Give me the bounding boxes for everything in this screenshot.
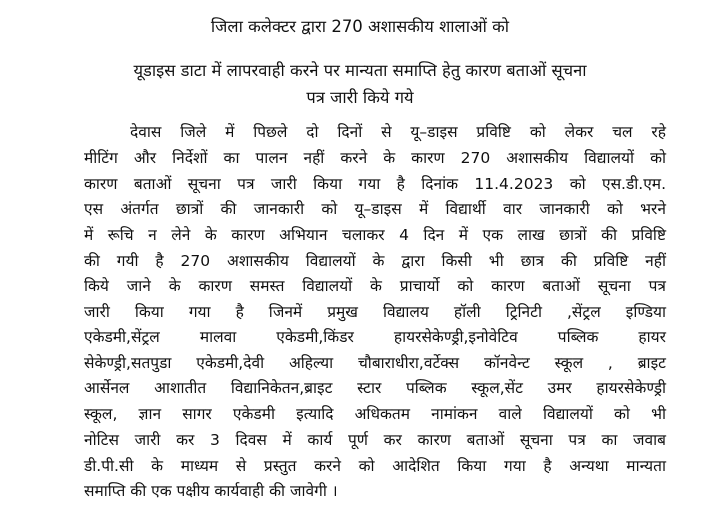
body-line-3: कारण बताओं सूचना पत्र जारी किया गया है दिनांक 11.4.2023 को एस.डी.एम. (84, 175, 666, 193)
body-line-8: जारी किया गया है जिनमें प्रमुख विद्यालय हॉली ट्रिनिटी ,सेंट्रल इण्डिया (84, 303, 666, 321)
body-line-13: नोटिस जारी कर 3 दिवस में कार्य पूर्ण कर कारण बताओं सूचना पत्र का जवाब (84, 431, 666, 449)
body-line-9: एकेडमी,सेंट्रल मालवा एकेडमी,किंडर हायरसेकेण्ड्री,इनोवेटिव पब्लिक हायर (84, 328, 666, 346)
body-line-15: समाप्ति की एक पक्षीय कार्यवाही की जावेगी । (84, 482, 338, 500)
title-line-2: यूडाइस डाटा में लापरवाही करने पर मान्यता समाप्ति हेतु कारण बताओं सूचना (133, 61, 587, 80)
body-line-6: की गयी है 270 अशासकीय विद्यालयों के द्वारा किसी भी छात्र की प्रविष्टि नहीं (84, 252, 667, 270)
body-line-14: डी.पी.सी के माध्यम से प्रस्तुत करने को आदेशित किया गया है अन्यथा मान्यता (84, 457, 666, 475)
body-line-4: एस अंतर्गत छात्रों की जानकारी को यू–डाइस में विद्यार्थी वार जानकारी को भरने (84, 200, 666, 218)
title-line-3: पत्र जारी किये गये (306, 88, 414, 107)
title-line-1: जिला कलेक्टर द्वारा 270 अशासकीय शालाओं को (210, 17, 510, 36)
body-line-2: मीटिंग और निर्देशों का पालन नहीं करने के कारण 270 अशासकीय विद्यालयों को (84, 149, 666, 167)
body-line-5: में रूचि न लेने के कारण अभियान चलाकर 4 दिन में एक लाख छात्रों की प्रविष्टि (84, 226, 666, 244)
body-line-12: स्कूल, ज्ञान सागर एकेडमी इत्यादि अधिकतम नामांकन वाले विद्यालयों को भी (84, 405, 666, 423)
body-line-1: देवास जिले में पिछले दो दिनों से यू–डाइस प्रविष्टि को लेकर चल रहे (130, 123, 666, 141)
body-line-11: आर्सेनल आशातीत विद्यानिकेतन,ब्राइट स्टार पब्लिक स्कूल,सेंट उमर हायरसेकेण्ड्री (84, 379, 666, 397)
body-line-7: किये जाने के कारण समस्त विद्यालयों के प्राचार्यो को कारण बताओं सूचना पत्र (84, 277, 666, 295)
body-line-10: सेकेण्ड्री,सतपुडा एकेडमी,देवी अहिल्या चौबाराधीरा,वर्टेक्स कॉनवेन्ट स्कूल , ब्राइट (84, 354, 666, 372)
